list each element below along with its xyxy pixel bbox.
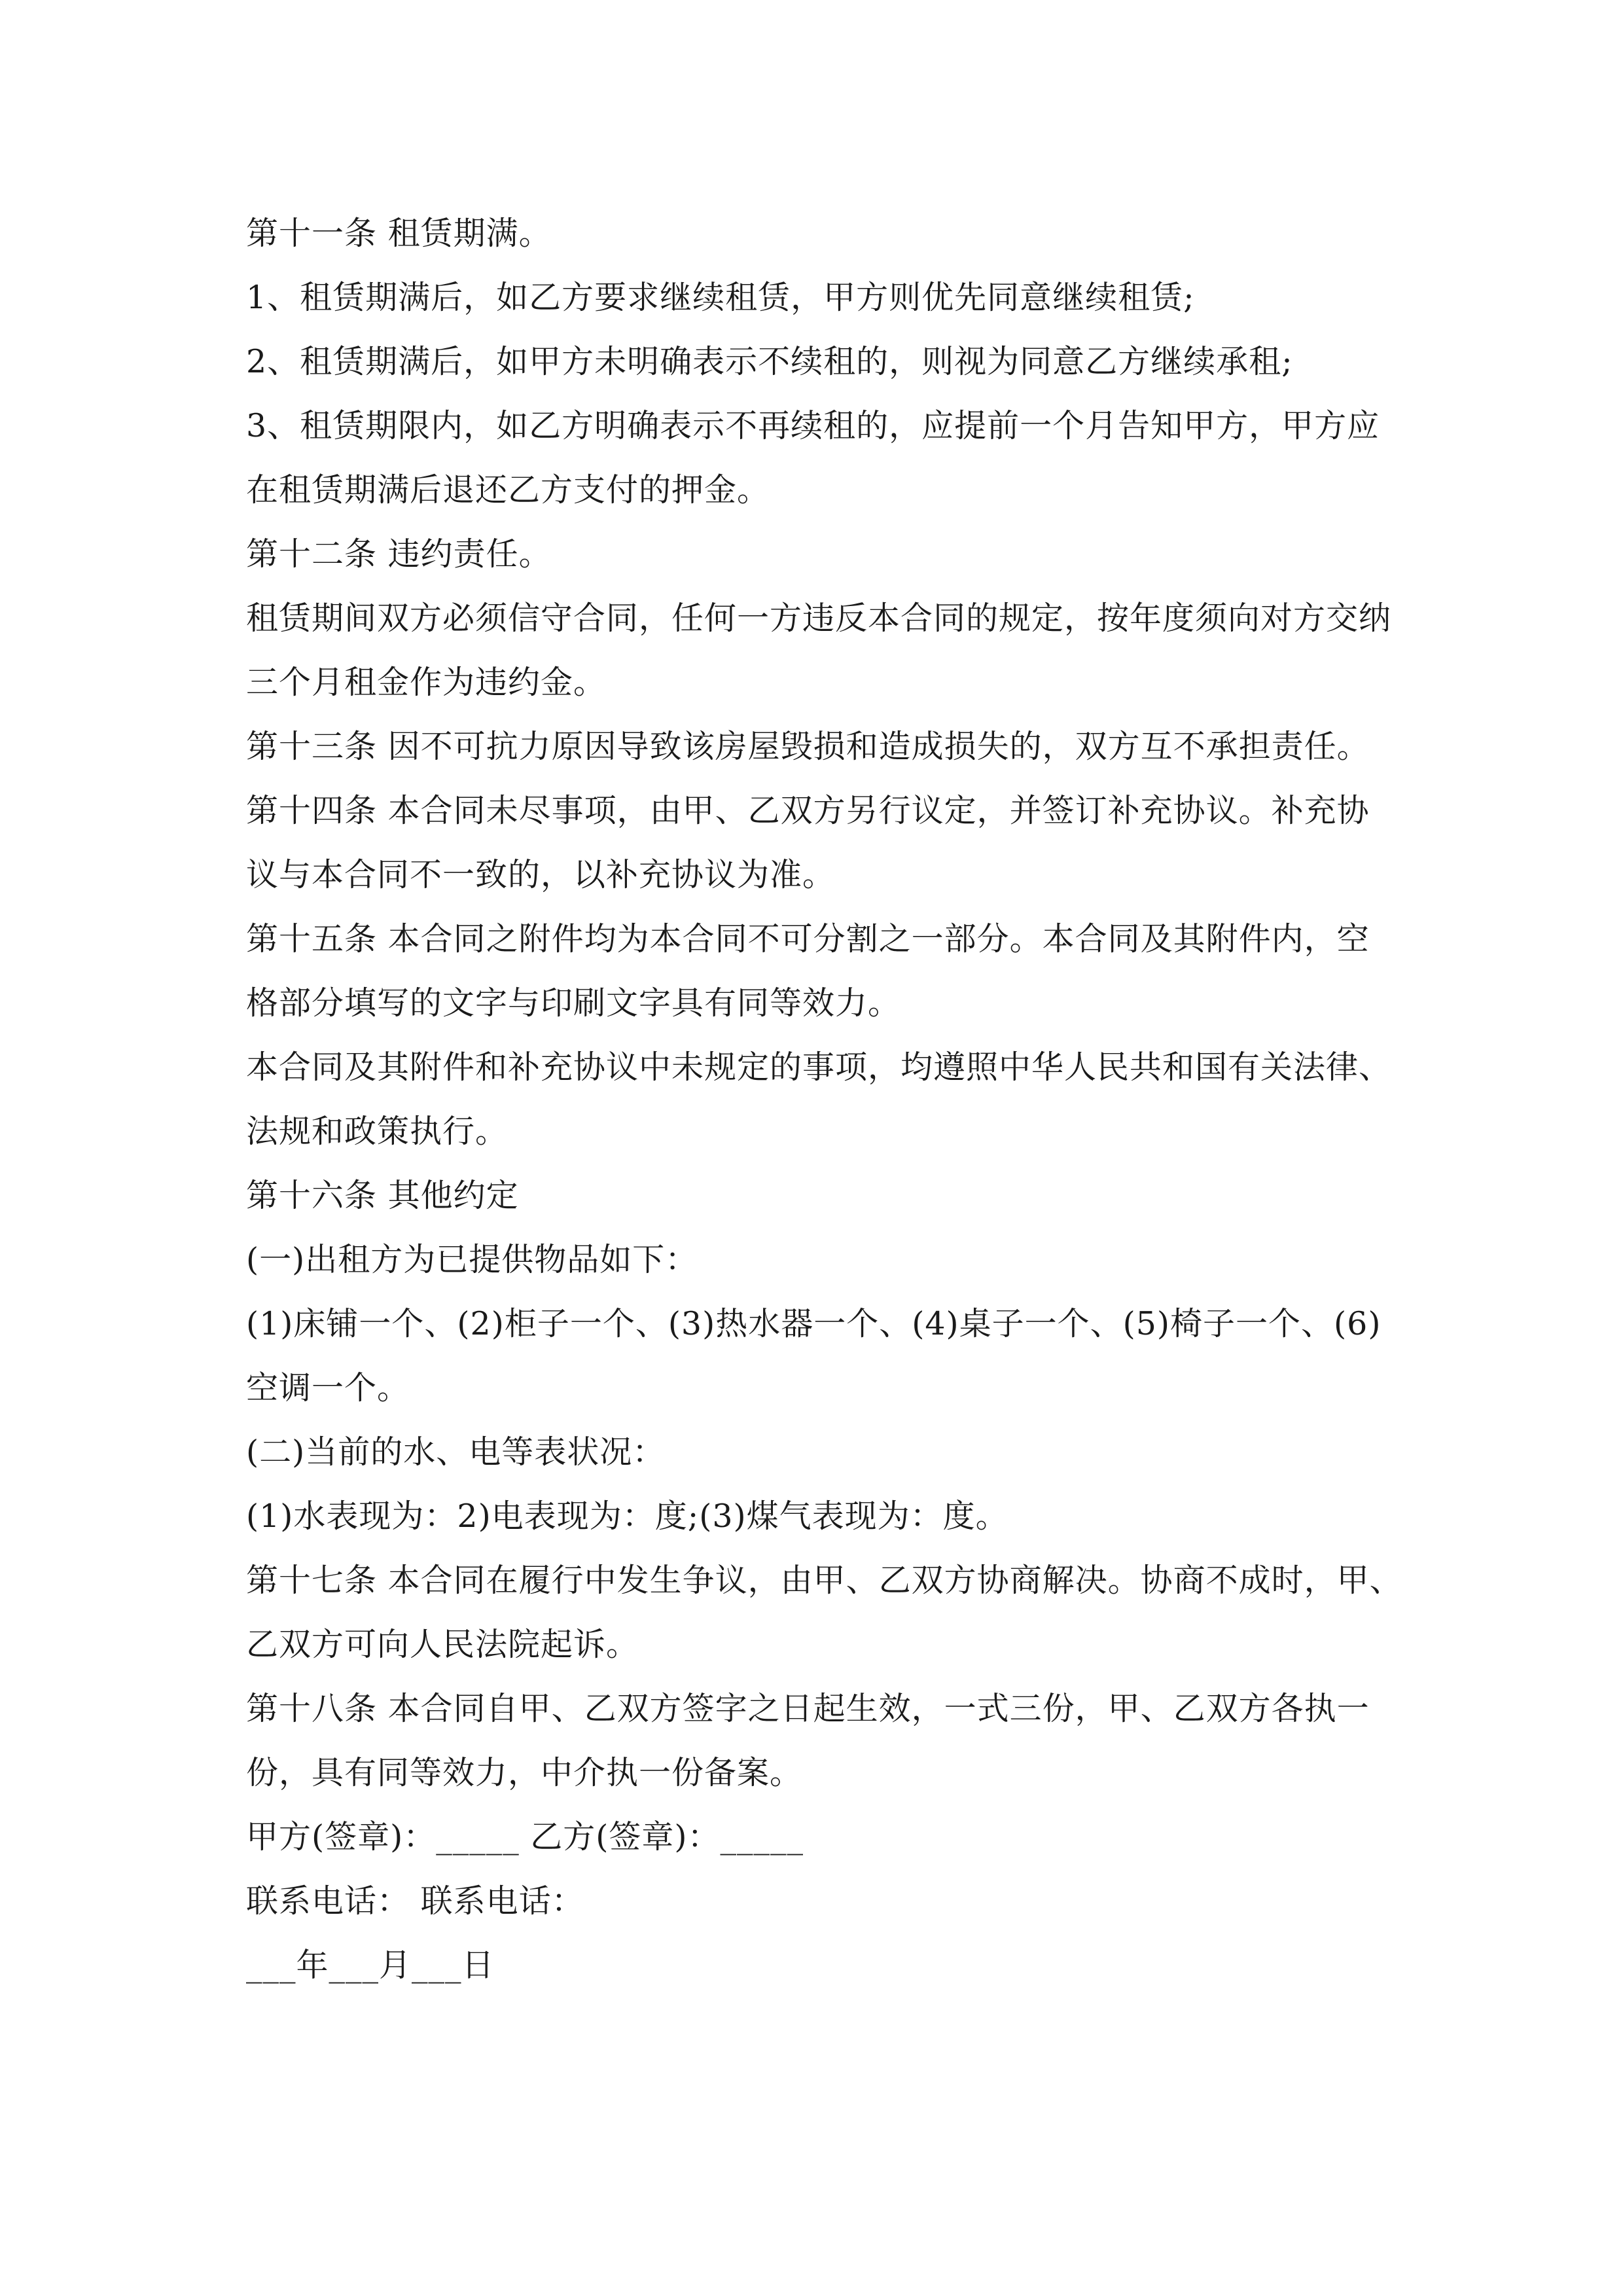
clause-15: 第十五条 本合同之附件均为本合同不可分割之一部分。本合同及其附件内，空: [246, 920, 1370, 958]
clause-12-text: 租赁期间双方必须信守合同，任何一方违反本合同的规定，按年度须向对方交纳: [246, 600, 1392, 637]
clause-15-cont: 格部分填写的文字与印刷文字具有同等效力。: [246, 984, 901, 1022]
clause-18: 第十八条 本合同自甲、乙双方签字之日起生效，一式三份，甲、乙双方各执一: [246, 1690, 1370, 1727]
contract-body: [246, 202, 1402, 1998]
date-line: ___年___月___日: [246, 1946, 495, 1984]
meter-status-list: (1)水表现为：2)电表现为：度;(3)煤气表现为：度。: [246, 1498, 1008, 1535]
clause-18-cont: 份，具有同等效力，中介执一份备案。: [246, 1754, 803, 1791]
clause-14-cont: 议与本合同不一致的，以补充协议为准。: [246, 856, 836, 893]
law-reference-cont: 法规和政策执行。: [246, 1113, 508, 1150]
clause-17-cont: 乙双方可向人民法院起诉。: [246, 1626, 639, 1663]
clause-14: 第十四条 本合同未尽事项，由甲、乙双方另行议定，并签订补充协议。补充协: [246, 792, 1370, 829]
provided-items-list-cont: 空调一个。: [246, 1369, 410, 1407]
clause-11-item-1: 1、租赁期满后，如乙方要求继续租赁，甲方则优先同意继续租赁;: [246, 279, 1195, 316]
clause-16-heading: 第十六条 其他约定: [246, 1177, 519, 1214]
clause-12-heading: 第十二条 违约责任。: [246, 535, 552, 573]
signature-line: 甲方(签章)：_____ 乙方(签章)：_____: [246, 1818, 804, 1856]
clause-11-item-2: 2、租赁期满后，如甲方未明确表示不续租的，则视为同意乙方继续承租;: [246, 343, 1293, 380]
clause-17: 第十七条 本合同在履行中发生争议，由甲、乙双方协商解决。协商不成时，甲、: [246, 1562, 1402, 1599]
contact-phone-line: 联系电话： 联系电话：: [246, 1882, 584, 1920]
clause-11-item-3-cont: 在租赁期满后退还乙方支付的押金。: [246, 471, 770, 509]
clause-11-item-3: 3、租赁期限内，如乙方明确表示不再续租的，应提前一个月告知甲方，甲方应: [246, 407, 1380, 444]
clause-13: 第十三条 因不可抗力原因导致该房屋毁损和造成损失的，双方互不承担责任。: [246, 728, 1370, 765]
provided-items-heading: (一)出租方为已提供物品如下：: [246, 1241, 698, 1278]
provided-items-list: (1)床铺一个、(2)柜子一个、(3)热水器一个、(4)桌子一个、(5)椅子一个、(6): [246, 1305, 1382, 1342]
meter-status-heading: (二)当前的水、电等表状况：: [246, 1433, 666, 1471]
clause-12-text-cont: 三个月租金作为违约金。: [246, 664, 607, 701]
clause-11-heading: 第十一条 租赁期满。: [246, 215, 552, 252]
law-reference: 本合同及其附件和补充协议中未规定的事项，均遵照中华人民共和国有关法律、: [246, 1049, 1392, 1086]
